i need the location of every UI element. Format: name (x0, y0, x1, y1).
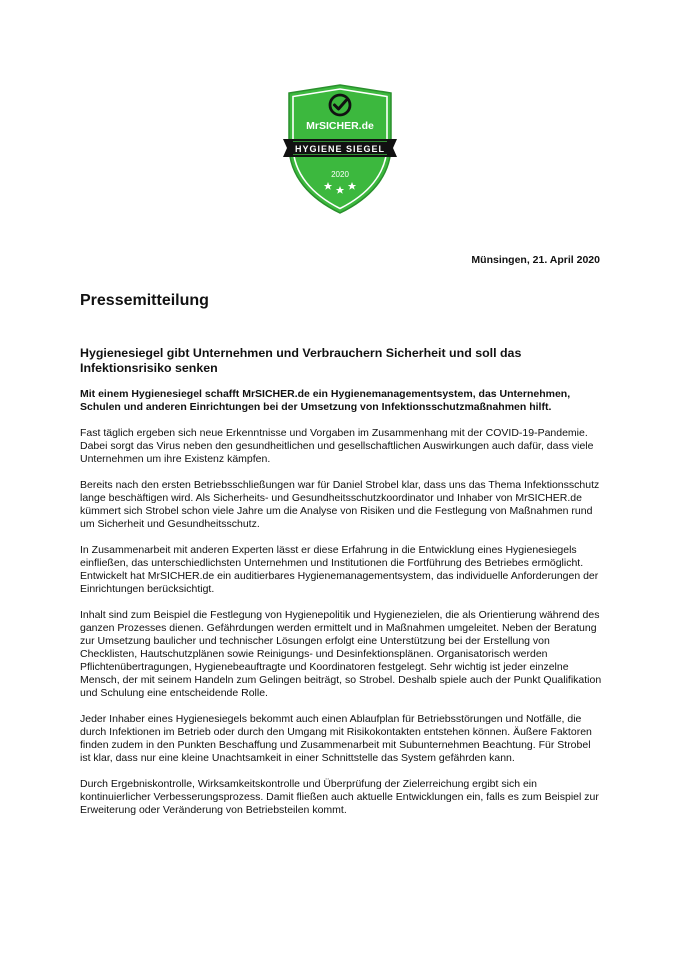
article-paragraph-3: In Zusammenarbeit mit anderen Experten lässt er diese Erfahrung in die Entwicklung eines Hygienesiegels einfließen, das unterschiedlichsten Unternehmen und Institutionen die Fortführung des Betriebes ermöglicht. Entwickelt hat MrSICHER.de ein auditierbares Hygienemanagementsystem, das individuelle Anforderungen der Einrichtungen berücksichtigt. (80, 544, 599, 595)
article-lead: Mit einem Hygienesiegel schafft MrSICHER.de ein Hygienemanagementsystem, das Unternehmen, Schulen und anderen Einrichtungen bei der Umsetzung von Infektionsschutzmaßnahmen hilft. (80, 388, 571, 413)
article-title: Hygienesiegel gibt Unternehmen und Verbrauchern Sicherheit und soll das Infektionsrisiko senken (80, 346, 522, 375)
hygiene-seal-logo (283, 83, 397, 215)
article-paragraph-6: Durch Ergebniskontrolle, Wirksamkeitskontrolle und Überprüfung der Zielerreichung ergibt sich ein kontinuierlicher Verbesserungsprozess. Damit fließen auch aktuelle Entwicklungen ein, falls es zum Beispiel zur Erweiterung oder Veränderung von Betriebsteilen kommt. (80, 778, 599, 816)
seal-brand: MrSICHER.de (306, 120, 374, 132)
article-paragraph-4: Inhalt sind zum Beispiel die Festlegung von Hygienepolitik und Hygienezielen, die als Orientierung während des ganzen Prozesses dienen. Gefährdungen werden ermittelt und in Maßnahmen umgeleitet. Neben der Beratung zur Umsetzung baulicher und technischer Lösungen erfolgt eine Unterstützung bei der Erstellung von Checklisten, Hautschutzplänen sowie Reinigungs- und Desinfektionsplänen. Organisatorisch werden Pflichtenübertragungen, Hygienebeauftragte und Koordinatoren festgelegt. Sehr wichtig ist jeder einzelne Mensch, der mit seinem Handeln zum Gelingen beiträgt, so Strobel. Deshalb spiele auch der Punkt Qualifikation und Schulung eine entscheidende Rolle. (80, 609, 602, 699)
article-paragraph-5: Jeder Inhaber eines Hygienesiegels bekommt auch einen Ablaufplan für Betriebsstörungen und Notfälle, die durch Infektionen im Betrieb oder durch den Umgang mit Risikokontakten entstehen können. Äußere Faktoren finden zudem in den Punkten Beschaffung und Zusammenarbeit mit Subunternehmen Beachtung. Für Strobel ist klar, dass nur eine kleine Unachtsamkeit in einer Schnittstelle das System gefährden kann. (80, 713, 592, 764)
seal-banner-text: HYGIENE SIEGEL (294, 144, 386, 154)
page-heading: Pressemitteilung (80, 292, 209, 309)
date-line: Münsingen, 21. April 2020 (471, 254, 600, 266)
article-paragraph-1: Fast täglich ergeben sich neue Erkenntnisse und Vorgaben im Zusammenhang mit der COVID-19-Pandemie. Dabei sorgt das Virus neben den gesundheitlichen und gesellschaftlichen Auswirkungen auch dafür, dass viele Unternehmen um ihre Existenz kämpfen. (80, 427, 594, 465)
article-body (80, 346, 602, 830)
seal-year: 2020 (331, 170, 349, 179)
article-paragraph-2: Bereits nach den ersten Betriebsschließungen war für Daniel Strobel klar, dass uns das Thema Infektionsschutz lange beschäftigen wird. Als Sicherheits- und Gesundheitsschutzkoordinator und Inhaber von MrSICHER.de kümmert sich Strobel schon viele Jahre um die Analyse von Risiken und die Festlegung von Maßnahmen rund um Sicherheit und Gesundheitsschutz. (80, 479, 600, 530)
